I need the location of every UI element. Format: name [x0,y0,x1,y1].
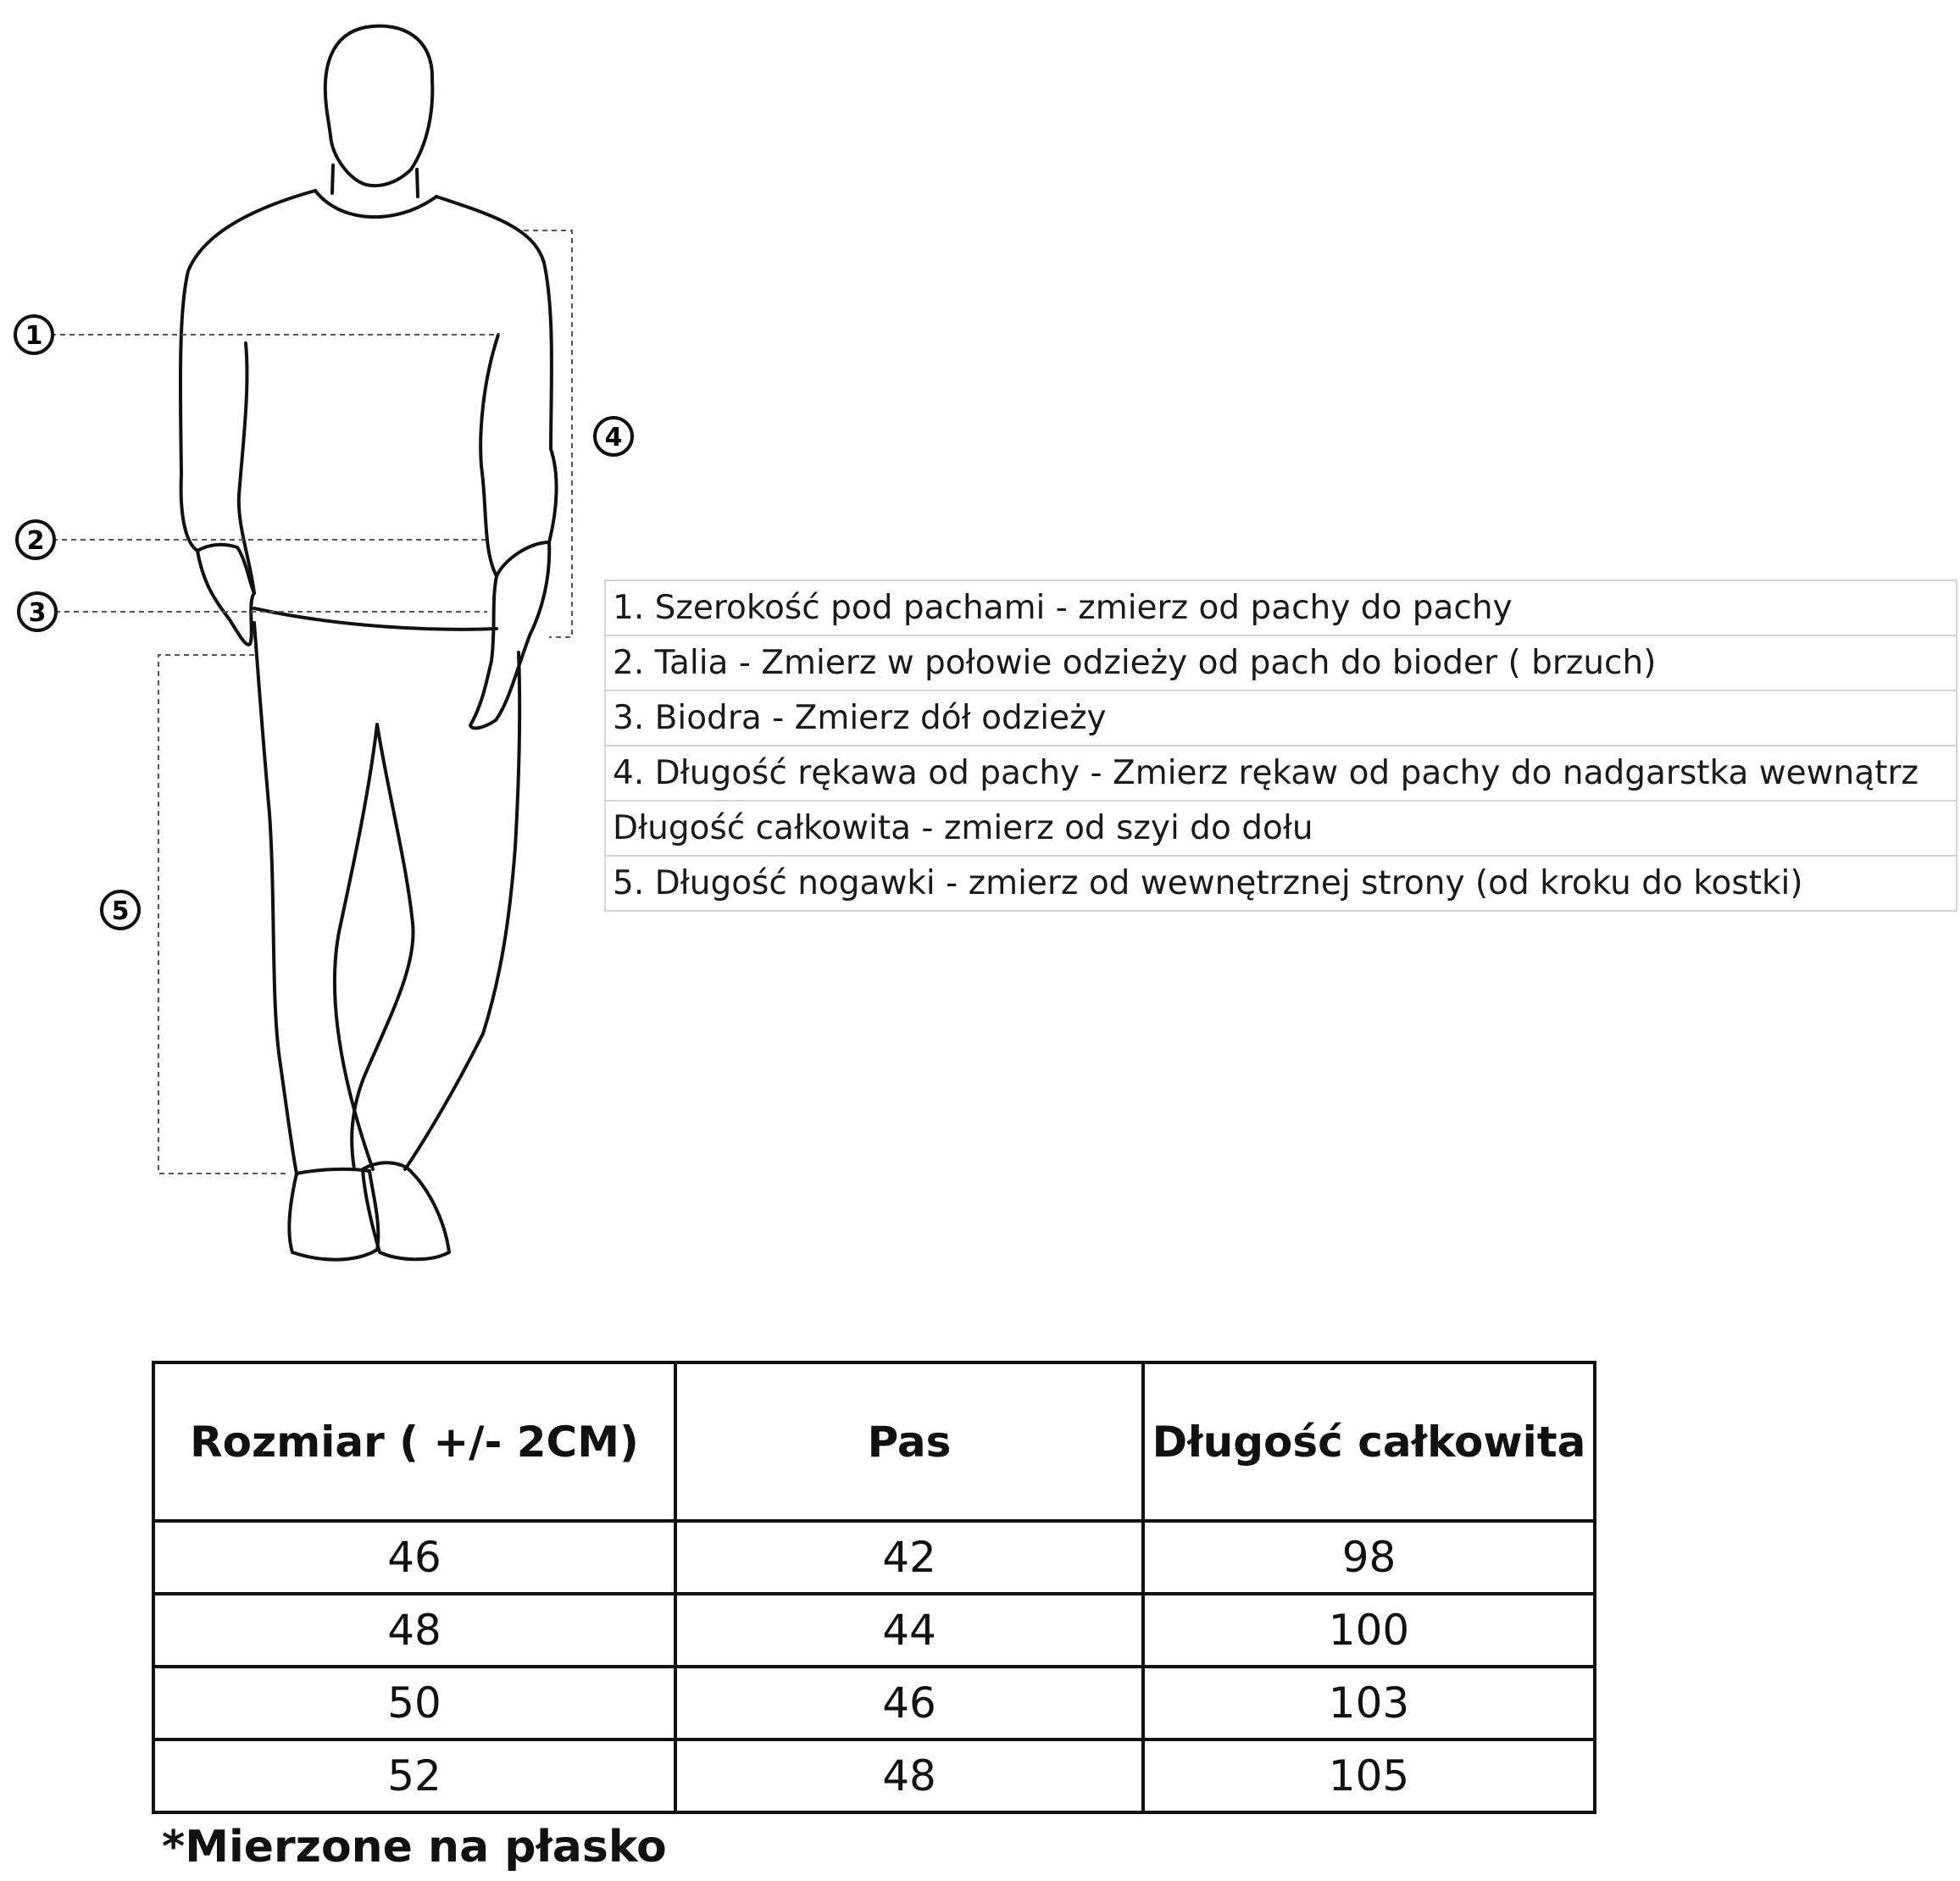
figure-right-hand [470,542,549,728]
table-row [153,1521,1595,1594]
figure-left-hand [197,545,254,645]
cell-total-length: 103 [1143,1667,1595,1740]
svg-text:2: 2 [26,526,45,556]
header-waist: Pas [675,1362,1143,1521]
legend-row [605,856,1957,911]
legend-item: 2. Talia - Zmierz w połowie odzieży od pach do bioder ( brzuch) [605,635,1957,691]
measurement-legend [604,580,1957,912]
size-table [152,1361,1596,1814]
legend-item: 5. Długość nogawki - zmierz od wewnętrznej strony (od kroku do kostki) [605,856,1957,911]
figure-feet [289,1168,449,1260]
table-row [153,1667,1595,1740]
svg-text:5: 5 [111,896,130,926]
cell-total-length: 100 [1143,1594,1595,1667]
legend-item: Długość całkowita - zmierz od szyi do dołu [605,801,1957,856]
svg-text:4: 4 [604,423,623,452]
cell-size: 50 [153,1667,675,1740]
marker-5 [102,891,139,929]
cell-size: 52 [153,1740,675,1812]
svg-text:1: 1 [25,321,43,351]
size-table-header-row [153,1362,1595,1521]
guide-line-5 [158,655,288,1174]
header-total-length: Długość całkowita [1143,1362,1595,1521]
cell-waist: 44 [675,1594,1143,1667]
figure-inner-legs [335,724,414,1169]
marker-4 [595,418,632,455]
cell-waist: 48 [675,1740,1143,1812]
marker-2 [17,521,54,558]
marker-1 [15,316,53,353]
figure-torso [180,191,557,551]
cell-size: 46 [153,1521,675,1594]
table-row [153,1594,1595,1667]
figure-arm-inner [239,335,498,593]
figure-head [325,26,433,186]
cell-waist: 46 [675,1667,1143,1740]
legend-item: 3. Biodra - Zmierz dół odzieży [605,691,1957,746]
cell-total-length: 105 [1143,1740,1595,1812]
svg-text:3: 3 [28,598,47,628]
header-size: Rozmiar ( +/- 2CM) [153,1362,675,1521]
cell-waist: 42 [675,1521,1143,1594]
cell-size: 48 [153,1594,675,1667]
marker-3 [19,593,56,630]
legend-row [605,746,1957,801]
footnote: *Mierzone na płasko [162,1822,667,1873]
legend-row [605,801,1957,856]
legend-row [605,635,1957,691]
legend-row [605,691,1957,746]
legend-row [605,580,1957,635]
cell-total-length: 98 [1143,1521,1595,1594]
figure-cuffs [297,1162,407,1174]
legend-item: 4. Długość rękawa od pachy - Zmierz rękaw od pachy do nadgarstka wewnątrz [605,746,1957,801]
table-row [153,1740,1595,1812]
legend-item: 1. Szerokość pod pachami - zmierz od pachy do pachy [605,580,1957,635]
